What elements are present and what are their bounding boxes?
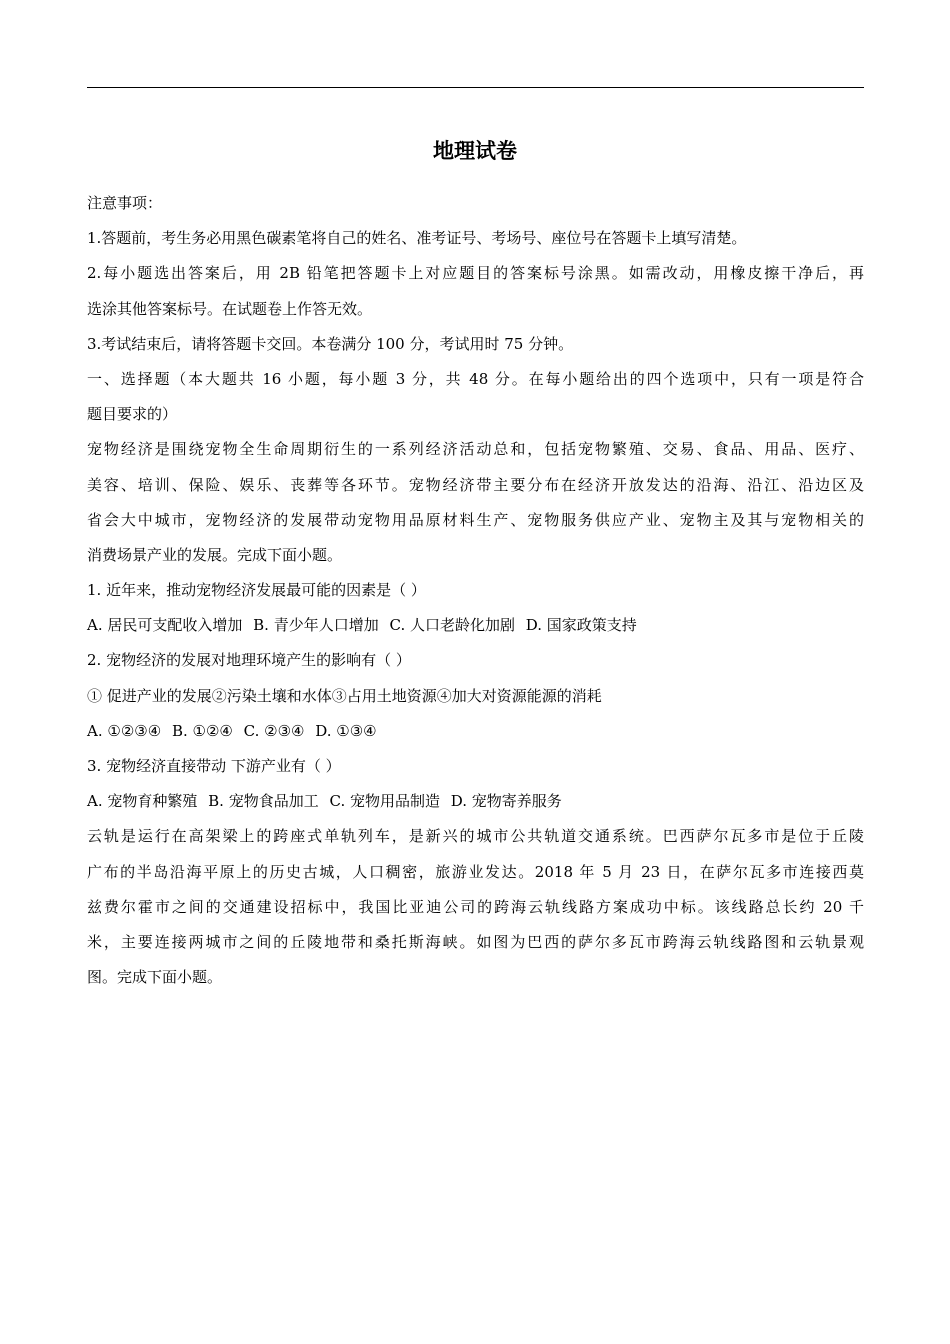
- notice-item-2-line-2: 选涂其他答案标号。在试题卷上作答无效。: [87, 299, 373, 318]
- question-3-option-d: D. 宠物寄养服务: [450, 792, 562, 811]
- question-2-items: ① 促进产业的发展②污染土壤和水体③占用土地资源④加大对资源能源的消耗: [87, 686, 602, 705]
- question-2-options: [87, 714, 864, 749]
- question-2-option-b: B. ①②④: [171, 721, 233, 740]
- question-2-stem: 2. 宠物经济的发展对地理环境产生的影响有（ ）: [87, 651, 411, 670]
- question-3-option-c: C. 宠物用品制造: [329, 792, 440, 811]
- notice-item-2-line-1: 2.每小题选出答案后，用 2B 铅笔把答题卡上对应题目的答案标号涂黑。如需改动，用橡皮擦干净后，再: [87, 264, 864, 283]
- notice-item-3: 3.考试结束后，请将答题卡交回。本卷满分 100 分，考试用时 75 分钟。: [87, 334, 574, 353]
- question-3-stem: 3. 宠物经济直接带动 下游产业有（ ）: [87, 757, 341, 775]
- passage-2-line-3: 兹费尔霍市之间的交通建设招标中，我国比亚迪公司的跨海云轨线路方案成功中标。该线路总长约 20 千: [87, 897, 864, 916]
- question-1-stem: 1. 近年来，推动宠物经济发展最可能的因素是（ ）: [87, 581, 426, 600]
- question-1-option-c: C. 人口老龄化加剧: [389, 616, 515, 635]
- question-3-options: [87, 784, 864, 819]
- passage-2-line-4: 米，主要连接两城市之间的丘陵地带和桑托斯海峡。如图为巴西的萨尔多瓦市跨海云轨线路图和云轨景观: [87, 932, 864, 951]
- section-heading-line-1: 一、选择题（本大题共 16 小题，每小题 3 分，共 48 分。在每小题给出的四个选项中，只有一项是符合: [87, 369, 864, 388]
- question-3-option-a: A. 宠物育种繁殖: [87, 792, 198, 811]
- passage-1-line-1: 宠物经济是围绕宠物全生命周期衍生的一系列经济活动总和，包括宠物繁殖、交易、食品、用品、医疗、: [87, 440, 864, 459]
- question-2-option-d: D. ①③④: [315, 721, 377, 740]
- passage-2-line-5: 图。完成下面小题。: [87, 968, 223, 987]
- passage-1-line-3: 省会大中城市，宠物经济的发展带动宠物用品原材料生产、宠物服务供应产业、宠物主及其与宠物相关的: [87, 510, 864, 529]
- passage-1-line-4: 消费场景产业的发展。完成下面小题。: [87, 545, 343, 564]
- question-2-option-c: C. ②③④: [243, 721, 305, 740]
- passage-1-line-2: 美容、培训、保险、娱乐、丧葬等各环节。宠物经济带主要分布在经济开放发达的沿海、沿江、沿边区及: [87, 475, 864, 494]
- notice-item-1: 1.答题前，考生务必用黑色碳素笔将自己的姓名、准考证号、考场号、座位号在答题卡上填写清楚。: [87, 229, 747, 248]
- question-1-option-d: D. 国家政策支持: [525, 616, 637, 635]
- question-1-option-a: A. 居民可支配收入增加: [87, 616, 243, 635]
- section-heading-line-2: 题目要求的）: [87, 405, 178, 424]
- question-1-option-b: B. 青少年人口增加: [253, 616, 379, 635]
- passage-2-line-2: 广布的半岛沿海平原上的历史古城，人口稠密，旅游业发达。2018 年 5 月 23 日，在萨尔瓦多市连接西莫: [87, 862, 864, 881]
- question-3-option-b: B. 宠物食品加工: [208, 792, 319, 811]
- header-rule: [87, 87, 864, 88]
- page-title: 地理试卷: [433, 139, 517, 163]
- question-2-option-a: A. ①②③④: [87, 721, 162, 740]
- passage-2-line-1: 云轨是运行在高架梁上的跨座式单轨列车，是新兴的城市公共轨道交通系统。巴西萨尔瓦多市是位于丘陵: [87, 827, 864, 846]
- question-1-options: [87, 608, 864, 643]
- exam-body: [87, 186, 864, 995]
- notice-heading: 注意事项：: [87, 194, 163, 212]
